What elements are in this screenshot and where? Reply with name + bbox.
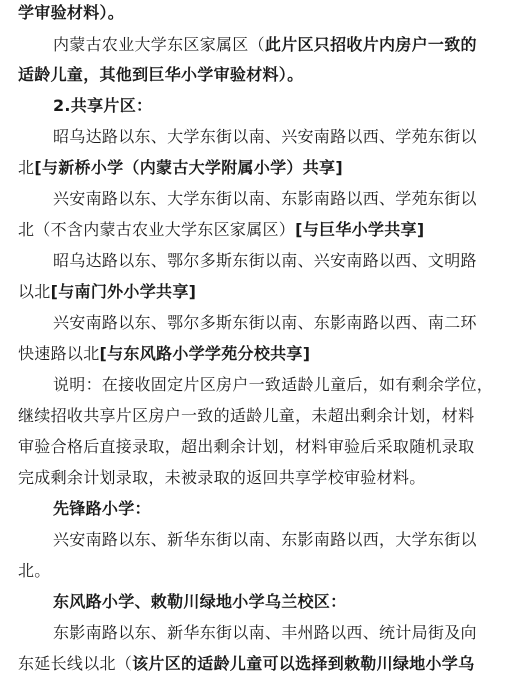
note-line-3: 审验合格后直接录取，超出剩余计划，材料审验后采取随机录取 — [18, 437, 475, 456]
text-line-21: 东影南路以东、新华东街以南、丰州路以西、统计局街及向 — [53, 623, 477, 642]
text-line-18: 兴安南路以东、新华东街以南、东影南路以西，大学东街以 — [53, 530, 477, 549]
text-line-19: 北。 — [18, 561, 51, 580]
text-line-8: 北（不含内蒙古农业大学东区家属区）[与巨华小学共享] — [18, 220, 425, 239]
text-line-7: 兴安南路以东、大学东街以南、东影南路以西、学苑东街以 — [53, 189, 477, 208]
text-line-10: 以北[与南门外小学共享] — [18, 282, 197, 301]
text-line-11: 兴安南路以东、鄂尔多斯东街以南、东影南路以西、南二环 — [53, 313, 477, 332]
note-line-2: 继续招收共享片区房户一致的适龄儿童，未超出剩余计划，材料 — [18, 406, 475, 425]
text-line-22: 东延长线以北（该片区的适龄儿童可以选择到敕勒川绿地小学乌 — [18, 654, 475, 673]
text-line-12: 快速路以北[与东风路小学学苑分校共享] — [18, 344, 311, 363]
school-heading-dongfeng: 东风路小学、敕勒川绿地小学乌兰校区： — [53, 592, 347, 611]
school-heading-xianfeng: 先锋路小学： — [53, 499, 151, 518]
section-heading-shared-zone: 2.共享片区： — [53, 96, 153, 115]
text-line-9: 昭乌达路以东、鄂尔多斯东街以南、兴安南路以西、文明路 — [53, 251, 477, 270]
note-line-4: 完成剩余计划录取，未被录取的返回共享学校审验材料。 — [18, 468, 426, 487]
text-line-5: 昭乌达路以东、大学东街以南、兴安南路以西、学苑东街以 — [53, 127, 477, 146]
text-line-6: 北[与新桥小学（内蒙古大学附属小学）共享] — [18, 158, 343, 177]
text-line-1: 学审验材料）。 — [18, 3, 125, 22]
text-line-3: 适龄儿童，其他到巨华小学审验材料）。 — [18, 65, 304, 84]
text-line-2: 内蒙古农业大学东区家属区（此片区只招收片内房户一致的 — [53, 35, 477, 54]
note-line-1: 说明：在接收固定片区房户一致适龄儿童后，如有剩余学位， — [53, 375, 494, 394]
